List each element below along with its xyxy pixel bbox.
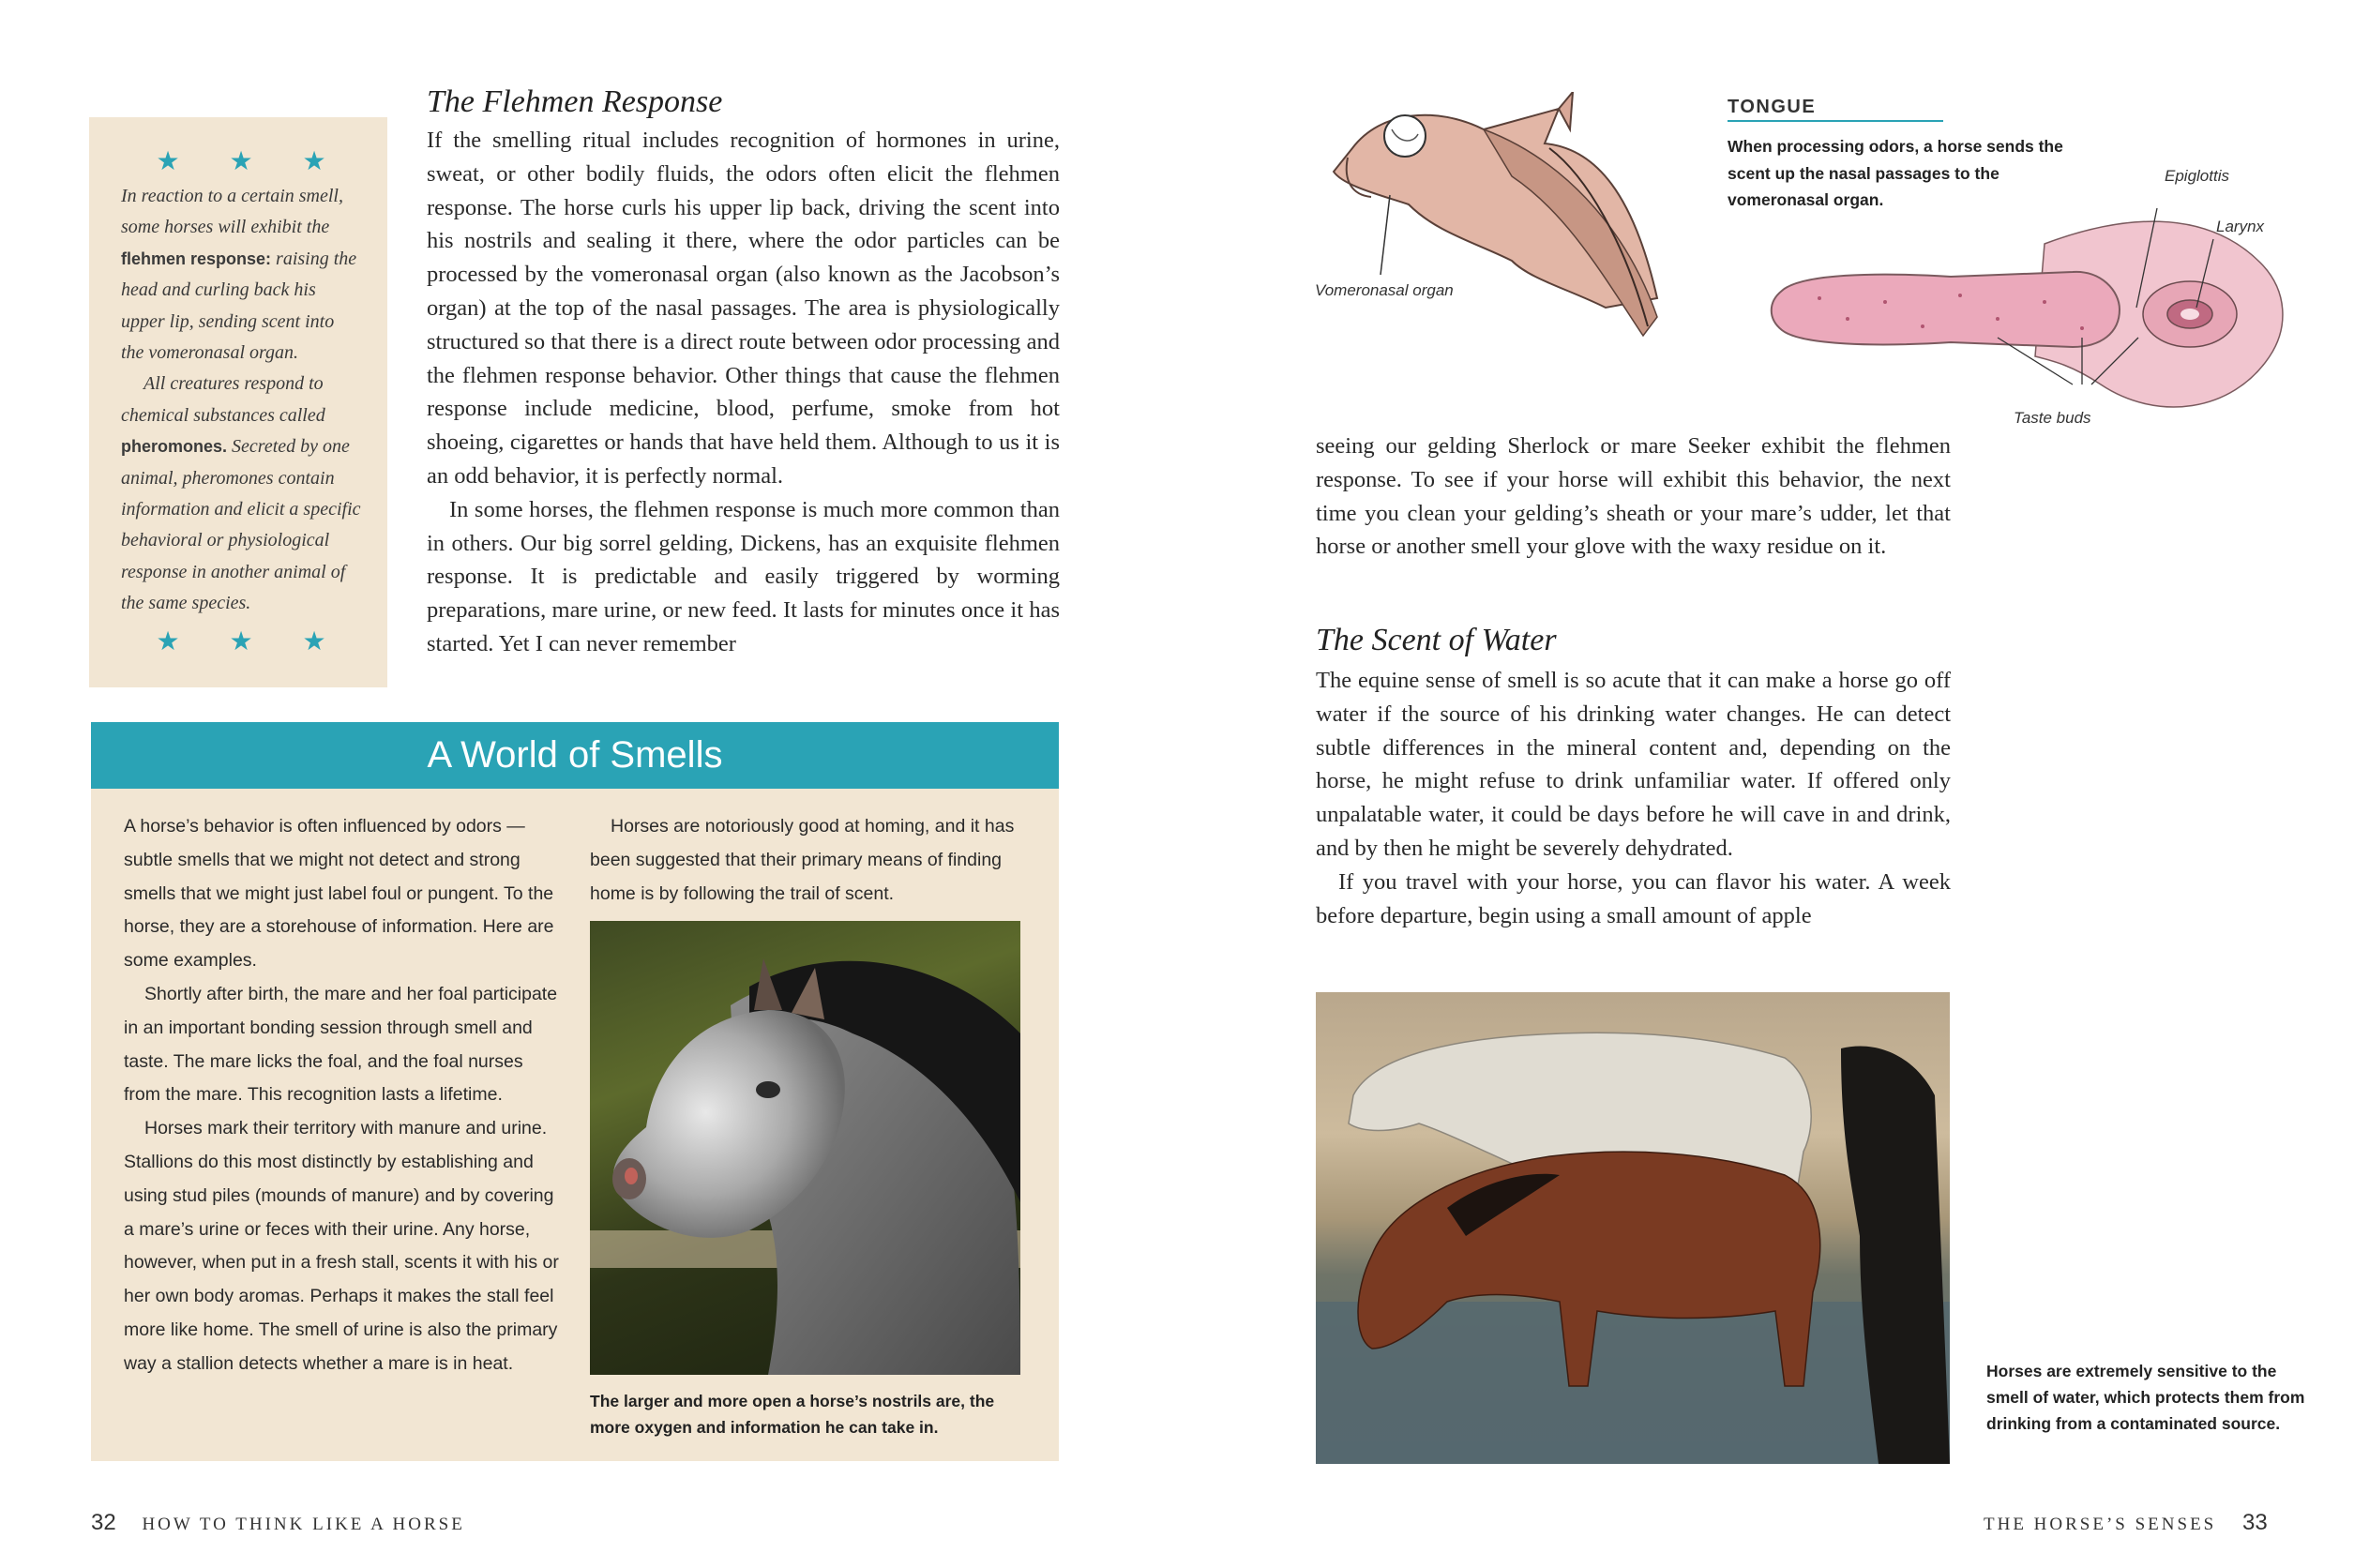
body-paragraph: If you travel with your horse, you can flavor his water. A week before departure, begin using a small amount of apple (1316, 868, 1951, 928)
taste-buds-label: Taste buds (2014, 409, 2091, 427)
tongue-heading: TONGUE (1728, 97, 1817, 117)
body-paragraph: If the smelling ritual includes recognition of hormones in urine, sweat, or other bodily fluids, the odors often elicit the flehmen response. The horse curls his upper lip back, driving the scent into his nostrils and sealing it there, where the odor particles can be processed by the vomeronasal organ (also known as the Jacobson’s organ) at the top of the nasal passages. The area is physiologically structured so that there is a direct route between odor processing and the flehmen response behavior. Other things that cause the flehmen response include medicine, blood, perfume, smoke from hot shoeing, cigarettes or hands that have held them. Although to us it is an odd behavior, it is perfectly normal. (427, 128, 1060, 489)
box-paragraph: Horses mark their territory with manure and urine. Stallions do this most distinctly by establishing and using stud piles (mounds of manure) and by covering a mare’s urine or feces with their urine. Any horse, however, when put in a fresh stall, scents it with his or her own body aromas. Perhaps it makes the stall feel more like home. The smell of urine is also the primary way a stallion detects whether a mare is in heat. (124, 1118, 559, 1374)
continued-body (1316, 430, 1951, 564)
body-paragraph: The equine sense of smell is so acute that it can make a horse go off water if the source of his drinking water changes. He can detect subtle differences in the mineral content and, depending on the horse, he might refuse to drink unfamiliar water. If offered only unpalatable water, it could be days before he will cave in and drink, and by then he might be severely dehydrated. (1316, 668, 1951, 861)
box-paragraph: A horse’s behavior is often influenced by odors — subtle smells that we might not detect and strong smells that we might just label foul or pungent. To the horse, they are a storehouse of information. Here are some examples. (124, 816, 554, 972)
water-body (1316, 664, 1951, 932)
box-column-2 (590, 810, 1023, 911)
star-icon: ★ (302, 626, 326, 656)
star-ornament-top (121, 145, 361, 179)
tongue-sketch (1763, 197, 2288, 431)
body-paragraph: seeing our gelding Sherlock or mare Seeker exhibit the flehmen response. To see if your horse will exhibit this behavior, the next time you clean your gelding’s sheath or your mare’s udder, let that horse or another smell your glove with the waxy residue on it. (1316, 433, 1951, 560)
water-photo-caption: Horses are extremely sensitive to the smell of water, which protects them from drinking from a contaminated source. (1986, 1362, 2305, 1433)
box-column-1 (124, 810, 560, 1381)
tongue-heading-rule (1728, 120, 1943, 122)
star-icon: ★ (302, 147, 326, 176)
sidebar-text-span: All creatures respond to chemical substances called (121, 373, 325, 426)
page-number: 33 (2242, 1510, 2268, 1535)
horses-drinking-illustration (1316, 992, 1950, 1464)
sidebar-text-span: raising the head and curling back his upper lip, sending scent into the vomeronasal organ. (121, 248, 357, 364)
horse-head-diagram (1324, 92, 1699, 411)
box-title: A World of Smells (91, 722, 1059, 789)
flehmen-body (427, 124, 1060, 661)
tongue-caption: When processing odors, a horse sends the scent up the nasal passages to the vomeronasal organ. (1728, 137, 2063, 209)
grey-horse-photo (590, 921, 1020, 1375)
folio-left (91, 1510, 465, 1536)
sidebar-paragraph (121, 369, 361, 619)
sidebar-paragraph (121, 181, 361, 369)
horse-head-sketch (1324, 92, 1699, 411)
folio-right (1984, 1510, 2268, 1536)
horses-drinking-photo (1316, 992, 1950, 1464)
star-icon: ★ (156, 626, 180, 656)
vomeronasal-label: Vomeronasal organ (1315, 281, 1454, 299)
epiglottis-label: Epiglottis (2165, 167, 2229, 185)
page-number: 32 (91, 1510, 116, 1535)
photo-caption: The larger and more open a horse’s nostrils are, the more oxygen and information he can take in. (590, 1392, 995, 1437)
section-heading-flehmen: The Flehmen Response (427, 84, 723, 119)
box-paragraph: Horses are notoriously good at homing, and it has been suggested that their primary means of finding home is by following the trail of scent. (590, 816, 1015, 904)
larynx-label: Larynx (2216, 218, 2265, 235)
sidebar-text-span: In reaction to a certain smell, some horses will exhibit the (121, 186, 343, 238)
sidebar-text-span: Secreted by one animal, pheromones contain information and elicit a specific behavioral or physiological response in another animal of the same species. (121, 436, 361, 614)
sidebar-term: flehmen response: (121, 249, 272, 268)
grey-horse-illustration (590, 921, 1020, 1375)
running-title: THE HORSE’S SENSES (1984, 1515, 2217, 1534)
star-icon: ★ (229, 626, 253, 656)
star-ornament-bottom (121, 626, 361, 659)
star-icon: ★ (229, 147, 253, 176)
star-icon: ★ (156, 147, 180, 176)
body-paragraph: In some horses, the flehmen response is much more common than in others. Our big sorrel gelding, Dickens, has an exquisite flehmen response. It is predictable and easily triggered by worming preparations, mare urine, or new feed. It lasts for minutes once it has started. Yet I can never remember (427, 496, 1060, 656)
definition-sidebar (89, 117, 387, 687)
sidebar-term: pheromones. (121, 437, 228, 457)
section-heading-water: The Scent of Water (1316, 623, 1557, 657)
sidebar-text (121, 181, 361, 620)
box-paragraph: Shortly after birth, the mare and her foal participate in an important bonding session through smell and taste. The mare licks the foal, and the foal nurses from the mare. This recognition lasts a lifetime. (124, 983, 558, 1106)
tongue-diagram (1763, 197, 2288, 431)
running-title: HOW TO THINK LIKE A HORSE (142, 1515, 465, 1534)
